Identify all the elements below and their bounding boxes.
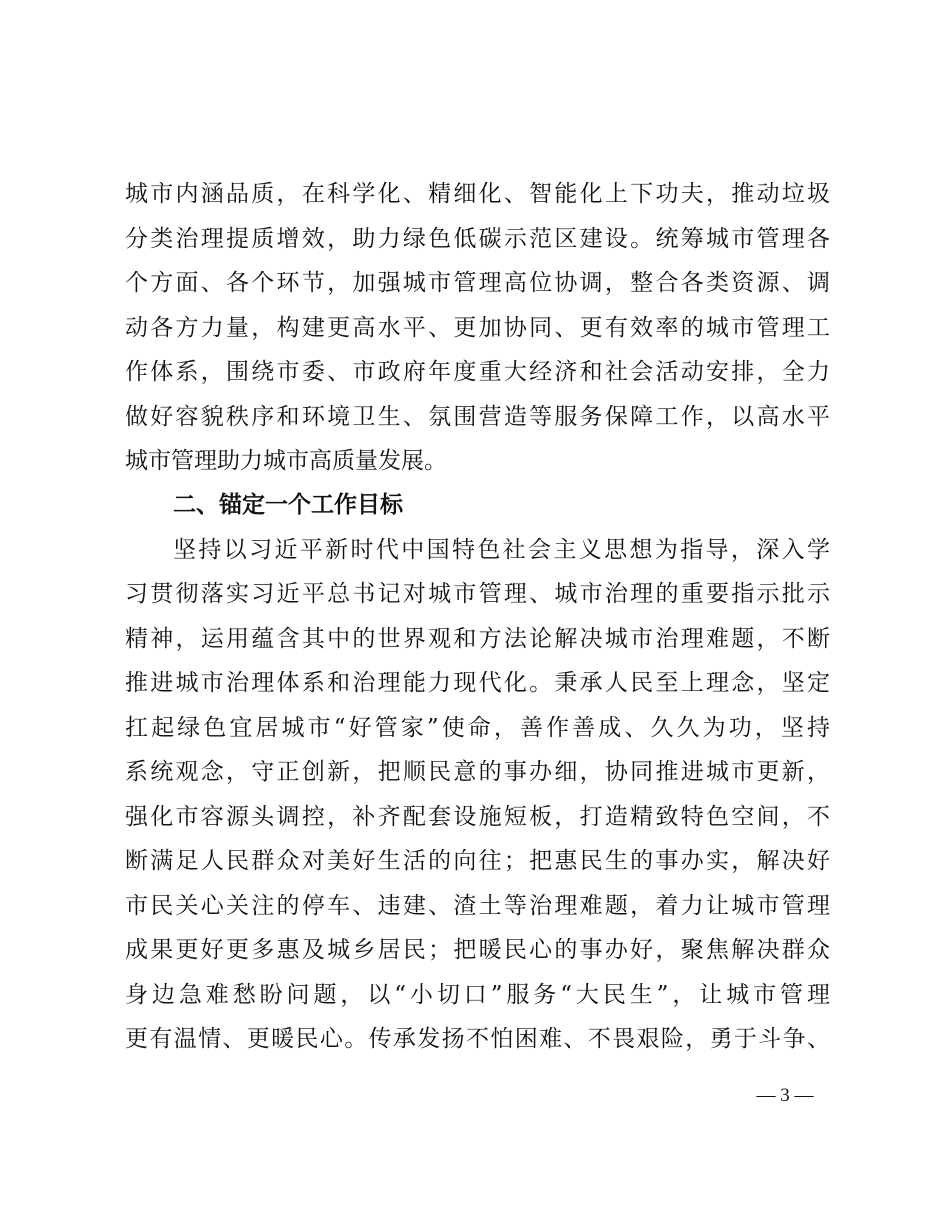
paragraph-line: 精神，运用蕴含其中的世界观和方法论解决城市治理难题，不断 — [125, 625, 830, 652]
paragraph-line: 分类治理提质增效，助力绿色低碳示范区建设。统筹城市管理各 — [125, 225, 830, 252]
paragraph-line: 推进城市治理体系和治理能力现代化。秉承人民至上理念，坚定 — [125, 670, 830, 696]
paragraph-line: 坚持以习近平新时代中国特色社会主义思想为指导，深入学 — [173, 536, 830, 563]
paragraph-line: 习贯彻落实习近平总书记对城市管理、城市治理的重要指示批示 — [125, 581, 830, 607]
paragraph-line: 更有温情、更暖民心。传承发扬不怕困难、不畏艰险，勇于斗争、 — [125, 1026, 830, 1052]
page-number: — 3 — — [756, 1085, 814, 1106]
paragraph-line: 个方面、各个环节，加强城市管理高位协调，整合各类资源、调 — [125, 270, 830, 296]
paragraph-line: 成果更好更多惠及城乡居民；把暖民心的事办好，聚焦解决群众 — [125, 937, 830, 963]
continued-paragraph — [125, 172, 830, 484]
paragraph-line: 强化市容源头调控，补齐配套设施短板，打造精致特色空间，不 — [125, 803, 830, 830]
paragraph-line: 扛起绿色宜居城市“好管家”使命，善作善成、久久为功，坚持 — [125, 714, 830, 741]
paragraph-line: 城市管理助力城市高质量发展。 — [125, 448, 447, 474]
paragraph-line: 市民关心关注的停车、违建、渣土等治理难题，着力让城市管理 — [125, 892, 830, 919]
section-heading: 二、锚定一个工作目标 — [173, 492, 403, 518]
paragraph-line: 作体系，围绕市委、市政府年度重大经济和社会活动安排，全力 — [125, 359, 830, 385]
paragraph-line: 城市内涵品质，在科学化、精细化、智能化上下功夫，推动垃圾 — [125, 181, 830, 207]
paragraph-line: 断满足人民群众对美好生活的向往；把惠民生的事办实，解决好 — [125, 848, 830, 874]
paragraph-line: 系统观念，守正创新，把顺民意的事办细，协同推进城市更新， — [125, 759, 830, 785]
paragraph-line: 身边急难愁盼问题，以“小切口”服务“大民生”，让城市管理 — [125, 981, 830, 1008]
paragraph-line: 做好容貌秩序和环境卫生、氛围营造等服务保障工作，以高水平 — [125, 403, 830, 430]
paragraph-line: 动各方力量，构建更高水平、更加协同、更有效率的城市管理工 — [125, 314, 830, 341]
section-two — [125, 483, 830, 1062]
